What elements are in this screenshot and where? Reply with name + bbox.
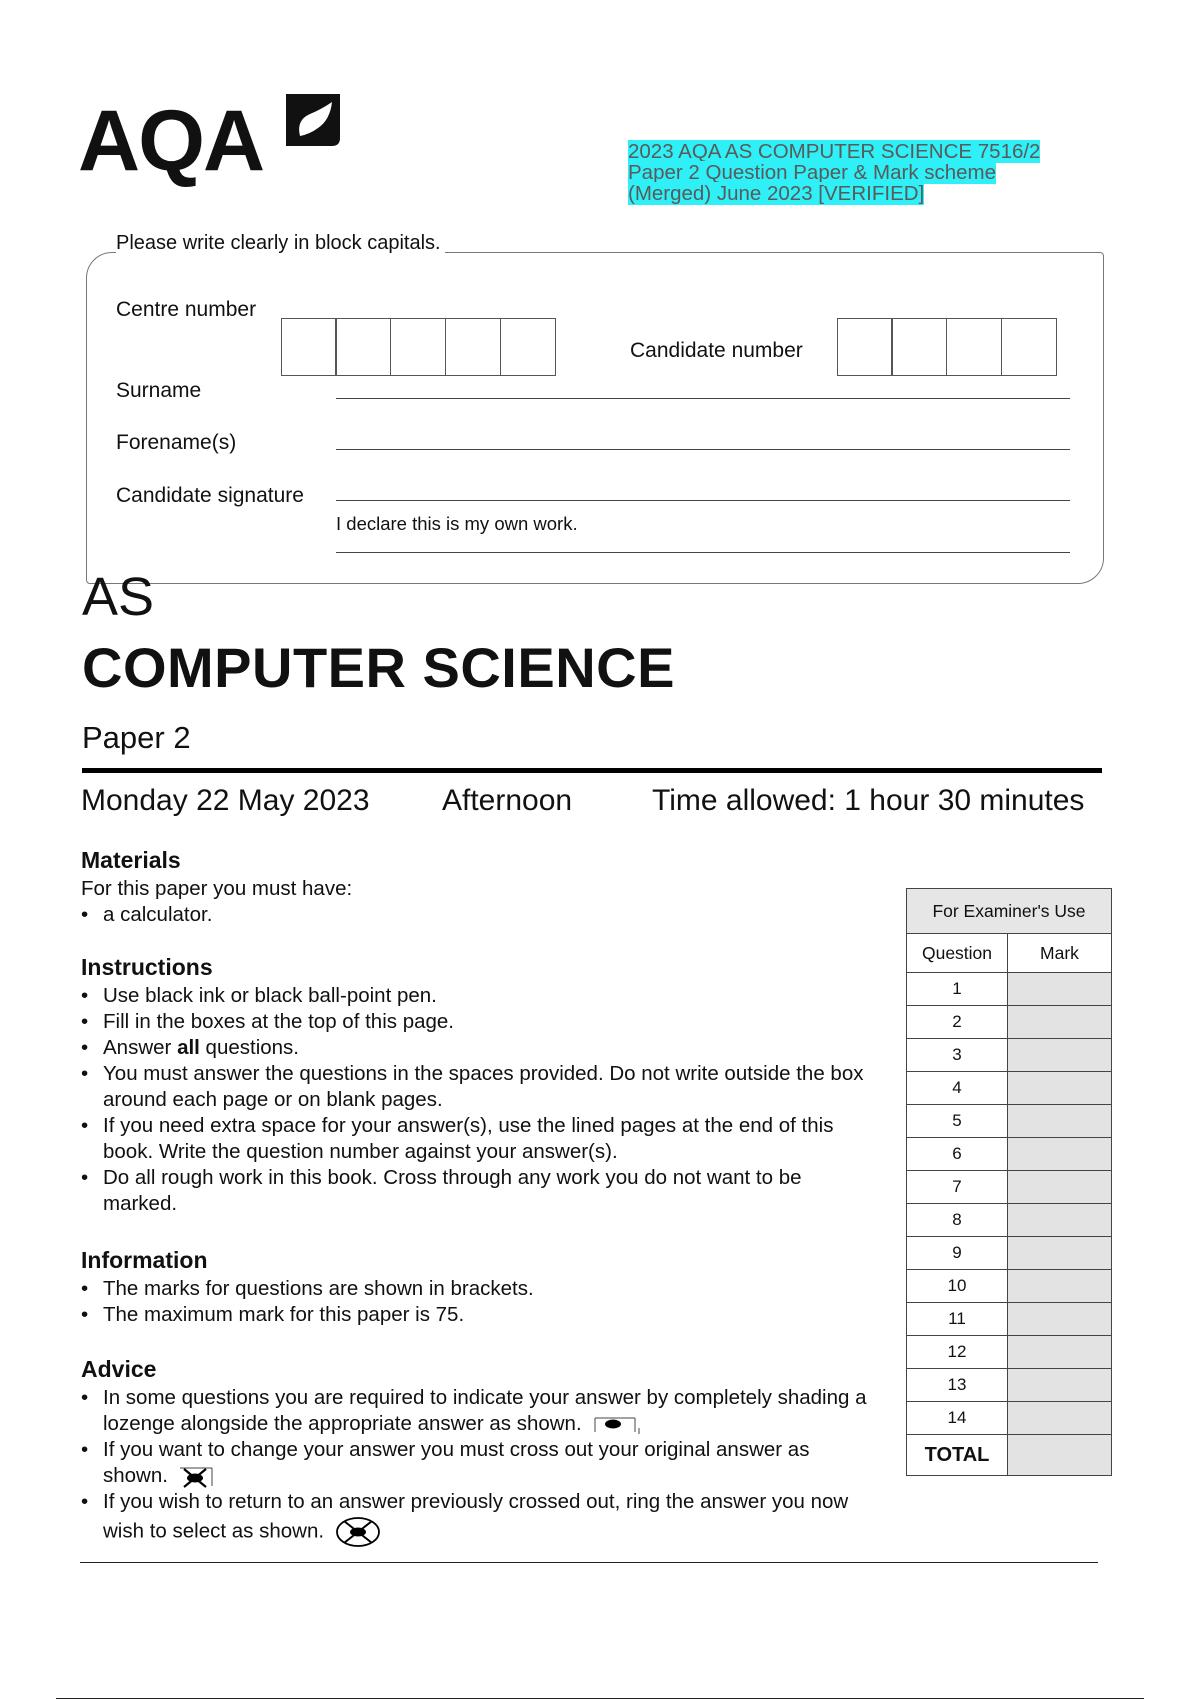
mark-cell[interactable] [1008, 1369, 1112, 1402]
mark-column-header: Mark [1008, 934, 1112, 973]
examiners-use-table [906, 888, 1112, 1476]
mark-cell[interactable] [1008, 1105, 1112, 1138]
mark-cell[interactable] [1008, 973, 1112, 1006]
mark-cell[interactable] [1008, 1138, 1112, 1171]
advice-text: If you want to change your answer you must cross out your original answer as shown. [103, 1438, 810, 1487]
instruction-item [81, 1035, 871, 1061]
instructions-heading: Instructions [81, 954, 213, 980]
examiner-row [907, 1039, 1112, 1072]
examiner-rows [907, 973, 1112, 1435]
logo-mark-icon [282, 90, 344, 150]
examiner-row [907, 1072, 1112, 1105]
instruction-item: • Use black ink or black ball-point pen. [81, 983, 871, 1009]
question-number: 13 [907, 1369, 1008, 1402]
question-number: 9 [907, 1237, 1008, 1270]
question-column-header: Question [907, 934, 1008, 973]
advice-item [81, 1489, 871, 1549]
signature-label: Candidate signature [116, 484, 304, 507]
question-number: 4 [907, 1072, 1008, 1105]
information-item: • The maximum mark for this paper is 75. [81, 1302, 871, 1328]
instruction-text: questions. [199, 1036, 300, 1059]
candidate-number-digit[interactable] [837, 318, 893, 376]
mark-cell[interactable] [1008, 1204, 1112, 1237]
question-number: 1 [907, 973, 1008, 1006]
question-number: 2 [907, 1006, 1008, 1039]
centre-number-label: Centre number [116, 298, 257, 321]
examiners-use-title: For Examiner's Use [907, 889, 1112, 934]
examiner-row [907, 1204, 1112, 1237]
centre-number-digit[interactable] [445, 318, 501, 376]
instruction-item: • You must answer the questions in the spaces provided. Do not write outside the box around each page or on blank pages. [81, 1061, 871, 1113]
surname-line[interactable] [336, 398, 1070, 399]
question-number: 5 [907, 1105, 1008, 1138]
candidate-number-digit[interactable] [946, 318, 1002, 376]
materials-section [81, 849, 861, 928]
information-heading: Information [81, 1247, 208, 1273]
signature-line[interactable] [336, 500, 1070, 501]
total-mark-cell[interactable] [1008, 1435, 1112, 1476]
question-number: 14 [907, 1402, 1008, 1435]
examiner-row [907, 1336, 1112, 1369]
surname-label: Surname [116, 379, 202, 402]
information-item: • The marks for questions are shown in brackets. [81, 1276, 871, 1302]
time-allowed: Time allowed: 1 hour 30 minutes [652, 784, 1085, 817]
mark-cell[interactable] [1008, 1270, 1112, 1303]
advice-item [81, 1437, 871, 1489]
question-number: 3 [907, 1039, 1008, 1072]
declaration-line [336, 552, 1070, 553]
subject-title: COMPUTER SCIENCE [82, 636, 675, 699]
centre-number-digit[interactable] [281, 318, 337, 376]
examiner-row [907, 1006, 1112, 1039]
document-title-highlight [628, 141, 1048, 204]
examiner-row [907, 1303, 1112, 1336]
aqa-logo [78, 88, 348, 188]
forenames-line[interactable] [336, 449, 1070, 450]
centre-number-digit[interactable] [500, 318, 556, 376]
shaded-lozenge-icon [593, 1414, 641, 1436]
mark-cell[interactable] [1008, 1171, 1112, 1204]
qualification-level: AS [82, 567, 155, 627]
materials-intro: For this paper you must have: [81, 877, 353, 900]
mark-cell[interactable] [1008, 1402, 1112, 1435]
examiner-row [907, 1270, 1112, 1303]
candidate-number-boxes[interactable] [838, 318, 1057, 376]
forenames-label: Forename(s) [116, 431, 237, 454]
information-section [81, 1249, 871, 1328]
advice-item [81, 1385, 871, 1437]
question-number: 11 [907, 1303, 1008, 1336]
mark-cell[interactable] [1008, 1303, 1112, 1336]
examiner-row [907, 1105, 1112, 1138]
question-number: 7 [907, 1171, 1008, 1204]
instruction-item: • Fill in the boxes at the top of this page. [81, 1009, 871, 1035]
examiner-row [907, 1369, 1112, 1402]
examiner-row [907, 1138, 1112, 1171]
instruction-item: • If you need extra space for your answer(s), use the lined pages at the end of this book. Write the question number against your answer(s). [81, 1113, 871, 1165]
mark-cell[interactable] [1008, 1072, 1112, 1105]
mark-cell[interactable] [1008, 1237, 1112, 1270]
exam-session: Afternoon [442, 784, 573, 817]
mark-cell[interactable] [1008, 1006, 1112, 1039]
logo-text: AQA [78, 93, 264, 189]
instruction-text: Answer [103, 1036, 178, 1059]
paper-number: Paper 2 [82, 720, 191, 755]
centre-number-boxes[interactable] [282, 318, 556, 376]
section-divider [80, 1562, 1098, 1563]
instruction-item: • Do all rough work in this book. Cross through any work you do not want to be marked. [81, 1165, 871, 1217]
instructions-section [81, 956, 871, 1217]
total-label: TOTAL [907, 1435, 1008, 1476]
materials-item: • a calculator. [81, 902, 861, 928]
candidate-number-label: Candidate number [630, 339, 803, 362]
examiner-row [907, 1237, 1112, 1270]
examiner-row [907, 973, 1112, 1006]
candidate-number-digit[interactable] [891, 318, 947, 376]
question-number: 8 [907, 1204, 1008, 1237]
block-capitals-instruction: Please write clearly in block capitals. [116, 232, 445, 255]
question-number: 12 [907, 1336, 1008, 1369]
mark-cell[interactable] [1008, 1336, 1112, 1369]
advice-text: If you wish to return to an answer previously crossed out, ring the answer you now wish to select as shown. [103, 1490, 849, 1543]
advice-section [81, 1358, 871, 1549]
examiner-row [907, 1402, 1112, 1435]
ringed-lozenge-icon [334, 1515, 382, 1549]
document-title: 2023 AQA AS COMPUTER SCIENCE 7516/2 Paper 2 Question Paper & Mark scheme (Merged) June 2023 [VERIFIED] [628, 140, 1041, 205]
centre-number-digit[interactable] [335, 318, 391, 376]
declaration-text: I declare this is my own work. [336, 513, 578, 534]
page-bottom-rule [56, 1698, 1144, 1699]
centre-number-digit[interactable] [390, 318, 446, 376]
question-number: 6 [907, 1138, 1008, 1171]
title-rule [82, 768, 1102, 773]
exam-date: Monday 22 May 2023 [81, 784, 370, 817]
materials-heading: Materials [81, 847, 181, 873]
instruction-emphasis: all [177, 1036, 200, 1059]
advice-text: In some questions you are required to indicate your answer by completely shading a lozenge alongside the appropriate answer as shown. [103, 1386, 867, 1435]
examiner-row [907, 1171, 1112, 1204]
mark-cell[interactable] [1008, 1039, 1112, 1072]
question-number: 10 [907, 1270, 1008, 1303]
candidate-number-digit[interactable] [1001, 318, 1057, 376]
advice-heading: Advice [81, 1356, 157, 1382]
crossed-lozenge-icon [178, 1465, 214, 1489]
